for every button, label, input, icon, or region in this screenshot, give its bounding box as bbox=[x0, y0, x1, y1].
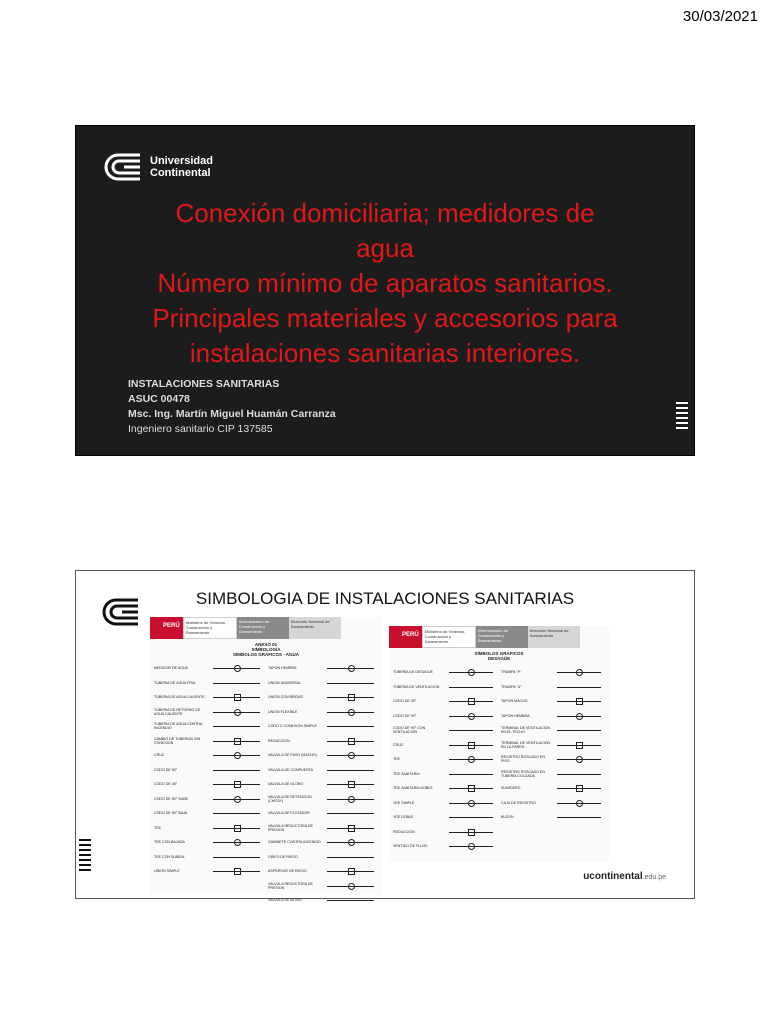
symbol-row bbox=[154, 821, 264, 836]
continental-logo-icon bbox=[104, 152, 144, 182]
symbol-label: CODO DE 90° bbox=[393, 713, 417, 718]
symbol-label: YEE SIMPLE bbox=[393, 800, 415, 805]
plumbing-symbol-icon bbox=[323, 737, 378, 745]
plumbing-symbol-icon bbox=[323, 838, 378, 846]
symbol-row bbox=[154, 792, 264, 807]
plumbing-symbol-icon bbox=[445, 770, 497, 778]
symbol-label: CAMBIO DE TUBERIAS SIN CONEXION bbox=[154, 736, 201, 745]
symbol-row bbox=[268, 676, 378, 691]
subtitle-2: DESAGÜE bbox=[487, 656, 511, 661]
plumbing-symbol-icon bbox=[445, 683, 497, 691]
symbol-label: MEDIDOR DE AGUA bbox=[154, 666, 188, 671]
symbol-row bbox=[154, 864, 264, 879]
symbol-row bbox=[501, 810, 605, 825]
symbol-row bbox=[501, 781, 605, 796]
plumbing-symbol-icon bbox=[323, 853, 378, 861]
symbol-row bbox=[154, 705, 264, 720]
symbol-row bbox=[154, 661, 264, 676]
plumbing-symbol-icon bbox=[209, 664, 264, 672]
symbol-row bbox=[268, 748, 378, 763]
plumbing-symbol-icon bbox=[209, 853, 264, 861]
symbol-label: TUBERIA DE DESAGUE bbox=[393, 670, 433, 675]
plumbing-symbol-icon bbox=[209, 737, 264, 745]
plumbing-symbol-icon bbox=[209, 679, 264, 687]
symbol-row bbox=[393, 839, 497, 854]
plumbing-symbol-icon bbox=[209, 766, 264, 774]
plumbing-symbol-icon bbox=[209, 780, 264, 788]
symbol-label: CODO DE 90° BAJA bbox=[154, 811, 188, 816]
symbol-row bbox=[268, 850, 378, 865]
symbol-label: TUBERIA DE AGUA CONTRA INCENDIO bbox=[154, 722, 203, 731]
plumbing-symbol-icon bbox=[323, 693, 378, 701]
symbol-label: TUBERIA DE RETORNO DE AGUA CALIENTE bbox=[154, 707, 201, 716]
symbol-row bbox=[501, 738, 605, 753]
symbol-label: CODO DE 45° bbox=[393, 699, 417, 704]
symbol-row bbox=[268, 893, 378, 908]
symbol-row bbox=[268, 792, 378, 807]
symbol-label: VALVULA DE ALIVIO bbox=[268, 898, 302, 903]
symbol-label: TUBERIA DE AGUA CALIENTE bbox=[154, 695, 205, 700]
symbol-label: UNION UNIVERSAL bbox=[268, 680, 301, 685]
symbol-label: VALVULA REDUCTORA DE PRESION bbox=[268, 881, 313, 890]
plumbing-symbol-icon bbox=[209, 751, 264, 759]
symbol-label: TEE bbox=[154, 825, 161, 830]
symbol-label: UNION SIMPLE bbox=[154, 869, 180, 874]
symbol-row bbox=[393, 796, 497, 811]
symbol-row bbox=[393, 767, 497, 782]
peru-crest-icon bbox=[150, 617, 160, 639]
symbol-row bbox=[393, 665, 497, 680]
university-logo bbox=[104, 152, 213, 182]
vice-ministry-label: Viceministerio de Construcción y Saneamiento bbox=[476, 626, 528, 648]
symbol-row bbox=[393, 694, 497, 709]
symbol-row bbox=[393, 825, 497, 840]
plumbing-symbol-icon bbox=[323, 867, 378, 875]
course-code: ASUC 00478 bbox=[128, 393, 190, 405]
slide-1 bbox=[75, 125, 695, 456]
peru-crest-icon bbox=[389, 626, 399, 648]
plumbing-symbol-icon bbox=[323, 824, 378, 832]
water-symbols-right-column bbox=[268, 661, 378, 908]
title-line: Número mínimo de aparatos sanitarios. bbox=[157, 268, 613, 298]
plumbing-symbol-icon bbox=[445, 741, 497, 749]
symbol-row bbox=[268, 705, 378, 720]
plumbing-symbol-icon bbox=[445, 755, 497, 763]
title-line: Conexión domiciliaria; medidores de bbox=[175, 198, 595, 228]
plumbing-symbol-icon bbox=[553, 799, 605, 807]
symbol-label: TEE SANITARIA DOBLE bbox=[393, 786, 433, 791]
sheet-heading bbox=[389, 651, 609, 661]
symbol-row bbox=[154, 777, 264, 792]
plumbing-symbol-icon bbox=[445, 842, 497, 850]
direction-label: Dirección Nacional de Saneamiento bbox=[289, 617, 341, 639]
plumbing-symbol-icon bbox=[445, 828, 497, 836]
plumbing-symbol-icon bbox=[209, 838, 264, 846]
symbol-label: UNION CON BRIDAS bbox=[268, 695, 303, 700]
footer-brand bbox=[583, 871, 666, 882]
footer-domain: .edu.pe bbox=[642, 874, 666, 881]
title-line: instalaciones sanitarias interiores. bbox=[189, 338, 581, 368]
symbol-label: TEE CON BAJADA bbox=[154, 840, 185, 845]
plumbing-symbol-icon bbox=[209, 809, 264, 817]
symbol-label: VALVULA REDUCTORA DE PRESION bbox=[268, 823, 313, 832]
symbol-label: CRUZ bbox=[393, 742, 403, 747]
course-name: INSTALACIONES SANITARIAS bbox=[128, 378, 280, 390]
plumbing-symbol-icon bbox=[445, 726, 497, 734]
symbol-row bbox=[501, 694, 605, 709]
plumbing-symbol-icon bbox=[323, 882, 378, 890]
plumbing-symbol-icon bbox=[445, 712, 497, 720]
plumbing-symbol-icon bbox=[553, 712, 605, 720]
plumbing-symbol-icon bbox=[323, 679, 378, 687]
slide-2 bbox=[75, 570, 695, 903]
symbol-label: VALVULA DE RETENCION (CHECK) bbox=[268, 794, 312, 803]
symbol-row bbox=[154, 806, 264, 821]
symbol-label: GABINETE CONTRA INCENDIO bbox=[268, 840, 321, 845]
symbol-label: ASPERSOR DE RIEGO bbox=[268, 869, 307, 874]
plumbing-symbol-icon bbox=[553, 697, 605, 705]
symbol-label: SENTIDO DE FLUJO bbox=[393, 844, 428, 849]
symbol-row bbox=[501, 752, 605, 767]
plumbing-symbol-icon bbox=[553, 784, 605, 792]
symbol-label: CODO O CONEXION SIMPLE bbox=[268, 724, 317, 729]
symbol-row bbox=[501, 723, 605, 738]
symbol-label: CRUZ bbox=[154, 753, 164, 758]
symbol-label: TEE SANITARIA bbox=[393, 771, 420, 776]
symbol-label: REGISTRO ROSCADO EN PISO bbox=[501, 755, 545, 764]
plumbing-symbol-icon bbox=[445, 697, 497, 705]
direction-label: Dirección Nacional de Saneamiento bbox=[528, 626, 580, 648]
drainage-symbols-right-column bbox=[501, 665, 605, 854]
symbol-label: SUMIDERO bbox=[501, 786, 521, 791]
symbol-row bbox=[501, 709, 605, 724]
ministry-header bbox=[389, 626, 609, 648]
symbol-row bbox=[154, 676, 264, 691]
plumbing-symbol-icon bbox=[323, 896, 378, 904]
drainage-symbols-left-column bbox=[393, 665, 497, 854]
symbol-row bbox=[268, 864, 378, 879]
symbol-row bbox=[268, 821, 378, 836]
symbol-row bbox=[154, 850, 264, 865]
symbol-row bbox=[393, 709, 497, 724]
symbol-label: REDUCCION bbox=[393, 829, 415, 834]
symbol-row bbox=[268, 806, 378, 821]
symbol-label: TERMINAL DE VENTILACION EN LA PARED bbox=[501, 740, 550, 749]
symbol-label: TRAMPA "P" bbox=[501, 670, 522, 675]
symbol-label: REDUCCION bbox=[268, 738, 290, 743]
plumbing-symbol-icon bbox=[445, 813, 497, 821]
annex-label: ANEXO 01 bbox=[254, 642, 278, 647]
slide-2-title: SIMBOLOGIA DE INSTALACIONES SANITARIAS bbox=[195, 589, 575, 608]
plumbing-symbol-icon bbox=[209, 722, 264, 730]
symbol-label: REGISTRO ROSCADO EN TUBERIA COLGADA bbox=[501, 769, 545, 778]
symbol-label: YEE DOBLE bbox=[393, 815, 414, 820]
page-date: 30/03/2021 bbox=[682, 8, 758, 25]
plumbing-symbol-icon bbox=[323, 780, 378, 788]
symbol-row bbox=[393, 723, 497, 738]
symbol-row bbox=[154, 719, 264, 734]
symbol-row bbox=[268, 719, 378, 734]
drainage-symbols-sheet bbox=[389, 626, 609, 862]
symbol-row bbox=[268, 763, 378, 778]
symbol-row bbox=[154, 734, 264, 749]
symbol-label: BUZON bbox=[501, 815, 514, 820]
plumbing-symbol-icon bbox=[553, 813, 605, 821]
symbol-label: VALVULA DE COMPUERTA bbox=[268, 767, 314, 772]
stripes-decoration-icon bbox=[676, 402, 688, 429]
symbol-label: TEE CON SUBIDA bbox=[154, 854, 185, 859]
author-role: Ingeniero sanitario CIP 137585 bbox=[128, 423, 273, 435]
logo-line-2: Continental bbox=[150, 167, 211, 179]
plumbing-symbol-icon bbox=[553, 755, 605, 763]
subtitle-2: SÍMBOLOS GRÁFICOS - AGUA bbox=[232, 652, 300, 657]
subtitle-1: SÍMBOLOS GRÁFICOS bbox=[474, 651, 524, 656]
plumbing-symbol-icon bbox=[323, 664, 378, 672]
symbol-row bbox=[393, 738, 497, 753]
plumbing-symbol-icon bbox=[209, 708, 264, 716]
ministry-label: Ministerio de Vivienda, Construcción y Saneamiento bbox=[183, 617, 237, 639]
symbol-row bbox=[268, 835, 378, 850]
symbol-label: CODO DE 90° SUBE bbox=[154, 796, 188, 801]
slide-1-title bbox=[86, 196, 684, 371]
symbol-label: TRAMPA "U" bbox=[501, 684, 522, 689]
plumbing-symbol-icon bbox=[323, 722, 378, 730]
symbol-label: VALVULA DE GLOBO bbox=[268, 782, 304, 787]
stripes-decoration-icon bbox=[79, 839, 91, 871]
plumbing-symbol-icon bbox=[323, 795, 378, 803]
symbol-row bbox=[393, 752, 497, 767]
symbol-label: TAPON MACHO bbox=[501, 699, 528, 704]
plumbing-symbol-icon bbox=[445, 799, 497, 807]
symbol-row bbox=[268, 777, 378, 792]
symbol-row bbox=[501, 680, 605, 695]
course-info bbox=[128, 377, 336, 437]
symbol-row bbox=[268, 879, 378, 894]
plumbing-symbol-icon bbox=[209, 867, 264, 875]
symbol-label: VALVULA DE FLOTADOR bbox=[268, 811, 310, 816]
symbol-label: GRIFO DE RIEGO bbox=[268, 854, 298, 859]
symbol-row bbox=[268, 734, 378, 749]
plumbing-symbol-icon bbox=[553, 683, 605, 691]
plumbing-symbol-icon bbox=[209, 795, 264, 803]
ministry-label: Ministerio de Vivienda, Construcción y Saneamiento bbox=[422, 626, 476, 648]
symbol-label: VALVULA DE PASO (MACHO) bbox=[268, 753, 317, 758]
symbol-row bbox=[268, 661, 378, 676]
plumbing-symbol-icon bbox=[323, 708, 378, 716]
symbol-row bbox=[393, 810, 497, 825]
plumbing-symbol-icon bbox=[553, 726, 605, 734]
symbol-label: TAPON HEMBRA bbox=[268, 666, 297, 671]
water-symbols-sheet bbox=[150, 617, 382, 903]
symbol-row bbox=[393, 680, 497, 695]
symbol-label: TEE bbox=[393, 757, 400, 762]
symbol-row bbox=[501, 796, 605, 811]
plumbing-symbol-icon bbox=[323, 809, 378, 817]
symbol-row bbox=[268, 690, 378, 705]
logo-line-1: Universidad bbox=[150, 155, 213, 167]
sheet-heading bbox=[150, 642, 382, 657]
plumbing-symbol-icon bbox=[445, 784, 497, 792]
symbol-label: TUBERIA DE AGUA FRIA bbox=[154, 680, 196, 685]
author-name: Msc. Ing. Martín Miguel Huamán Carranza bbox=[128, 408, 336, 420]
plumbing-symbol-icon bbox=[323, 766, 378, 774]
title-line: Principales materiales y accesorios para bbox=[152, 303, 618, 333]
symbol-row bbox=[501, 665, 605, 680]
symbol-row bbox=[154, 763, 264, 778]
symbol-row bbox=[393, 781, 497, 796]
plumbing-symbol-icon bbox=[553, 668, 605, 676]
symbol-label: CODO DE 90° bbox=[154, 767, 178, 772]
symbol-row bbox=[154, 690, 264, 705]
symbol-label: TERMINAL DE VENTILACION EN EL TECHO bbox=[501, 726, 550, 735]
title-line: agua bbox=[356, 233, 414, 263]
vice-ministry-label: Viceministerio de Construcción y Saneamiento bbox=[237, 617, 289, 639]
peru-label: PERÚ bbox=[399, 626, 422, 648]
peru-label: PERÚ bbox=[160, 617, 183, 639]
symbol-row bbox=[154, 835, 264, 850]
ministry-header bbox=[150, 617, 382, 639]
water-symbols-left-column bbox=[154, 661, 264, 908]
symbol-label: TUBERIA DE VENTILACION bbox=[393, 684, 440, 689]
plumbing-symbol-icon bbox=[323, 751, 378, 759]
plumbing-symbol-icon bbox=[553, 741, 605, 749]
subtitle-1: SIMBOLOGÍA bbox=[251, 647, 281, 652]
footer-brand-name: ucontinental bbox=[583, 871, 643, 882]
symbol-label: TAPON HEMBRA bbox=[501, 713, 530, 718]
plumbing-symbol-icon bbox=[209, 824, 264, 832]
plumbing-symbol-icon bbox=[553, 770, 605, 778]
symbol-label: UNION FLEXIBLE bbox=[268, 709, 298, 714]
symbol-label: CAJA DE REGISTRO bbox=[501, 800, 536, 805]
symbol-label: CODO DE 90° CON VENTILACION bbox=[393, 726, 426, 735]
symbol-row bbox=[154, 748, 264, 763]
symbol-row bbox=[501, 767, 605, 782]
plumbing-symbol-icon bbox=[209, 693, 264, 701]
symbol-label: CODO DE 45° bbox=[154, 782, 178, 787]
plumbing-symbol-icon bbox=[445, 668, 497, 676]
